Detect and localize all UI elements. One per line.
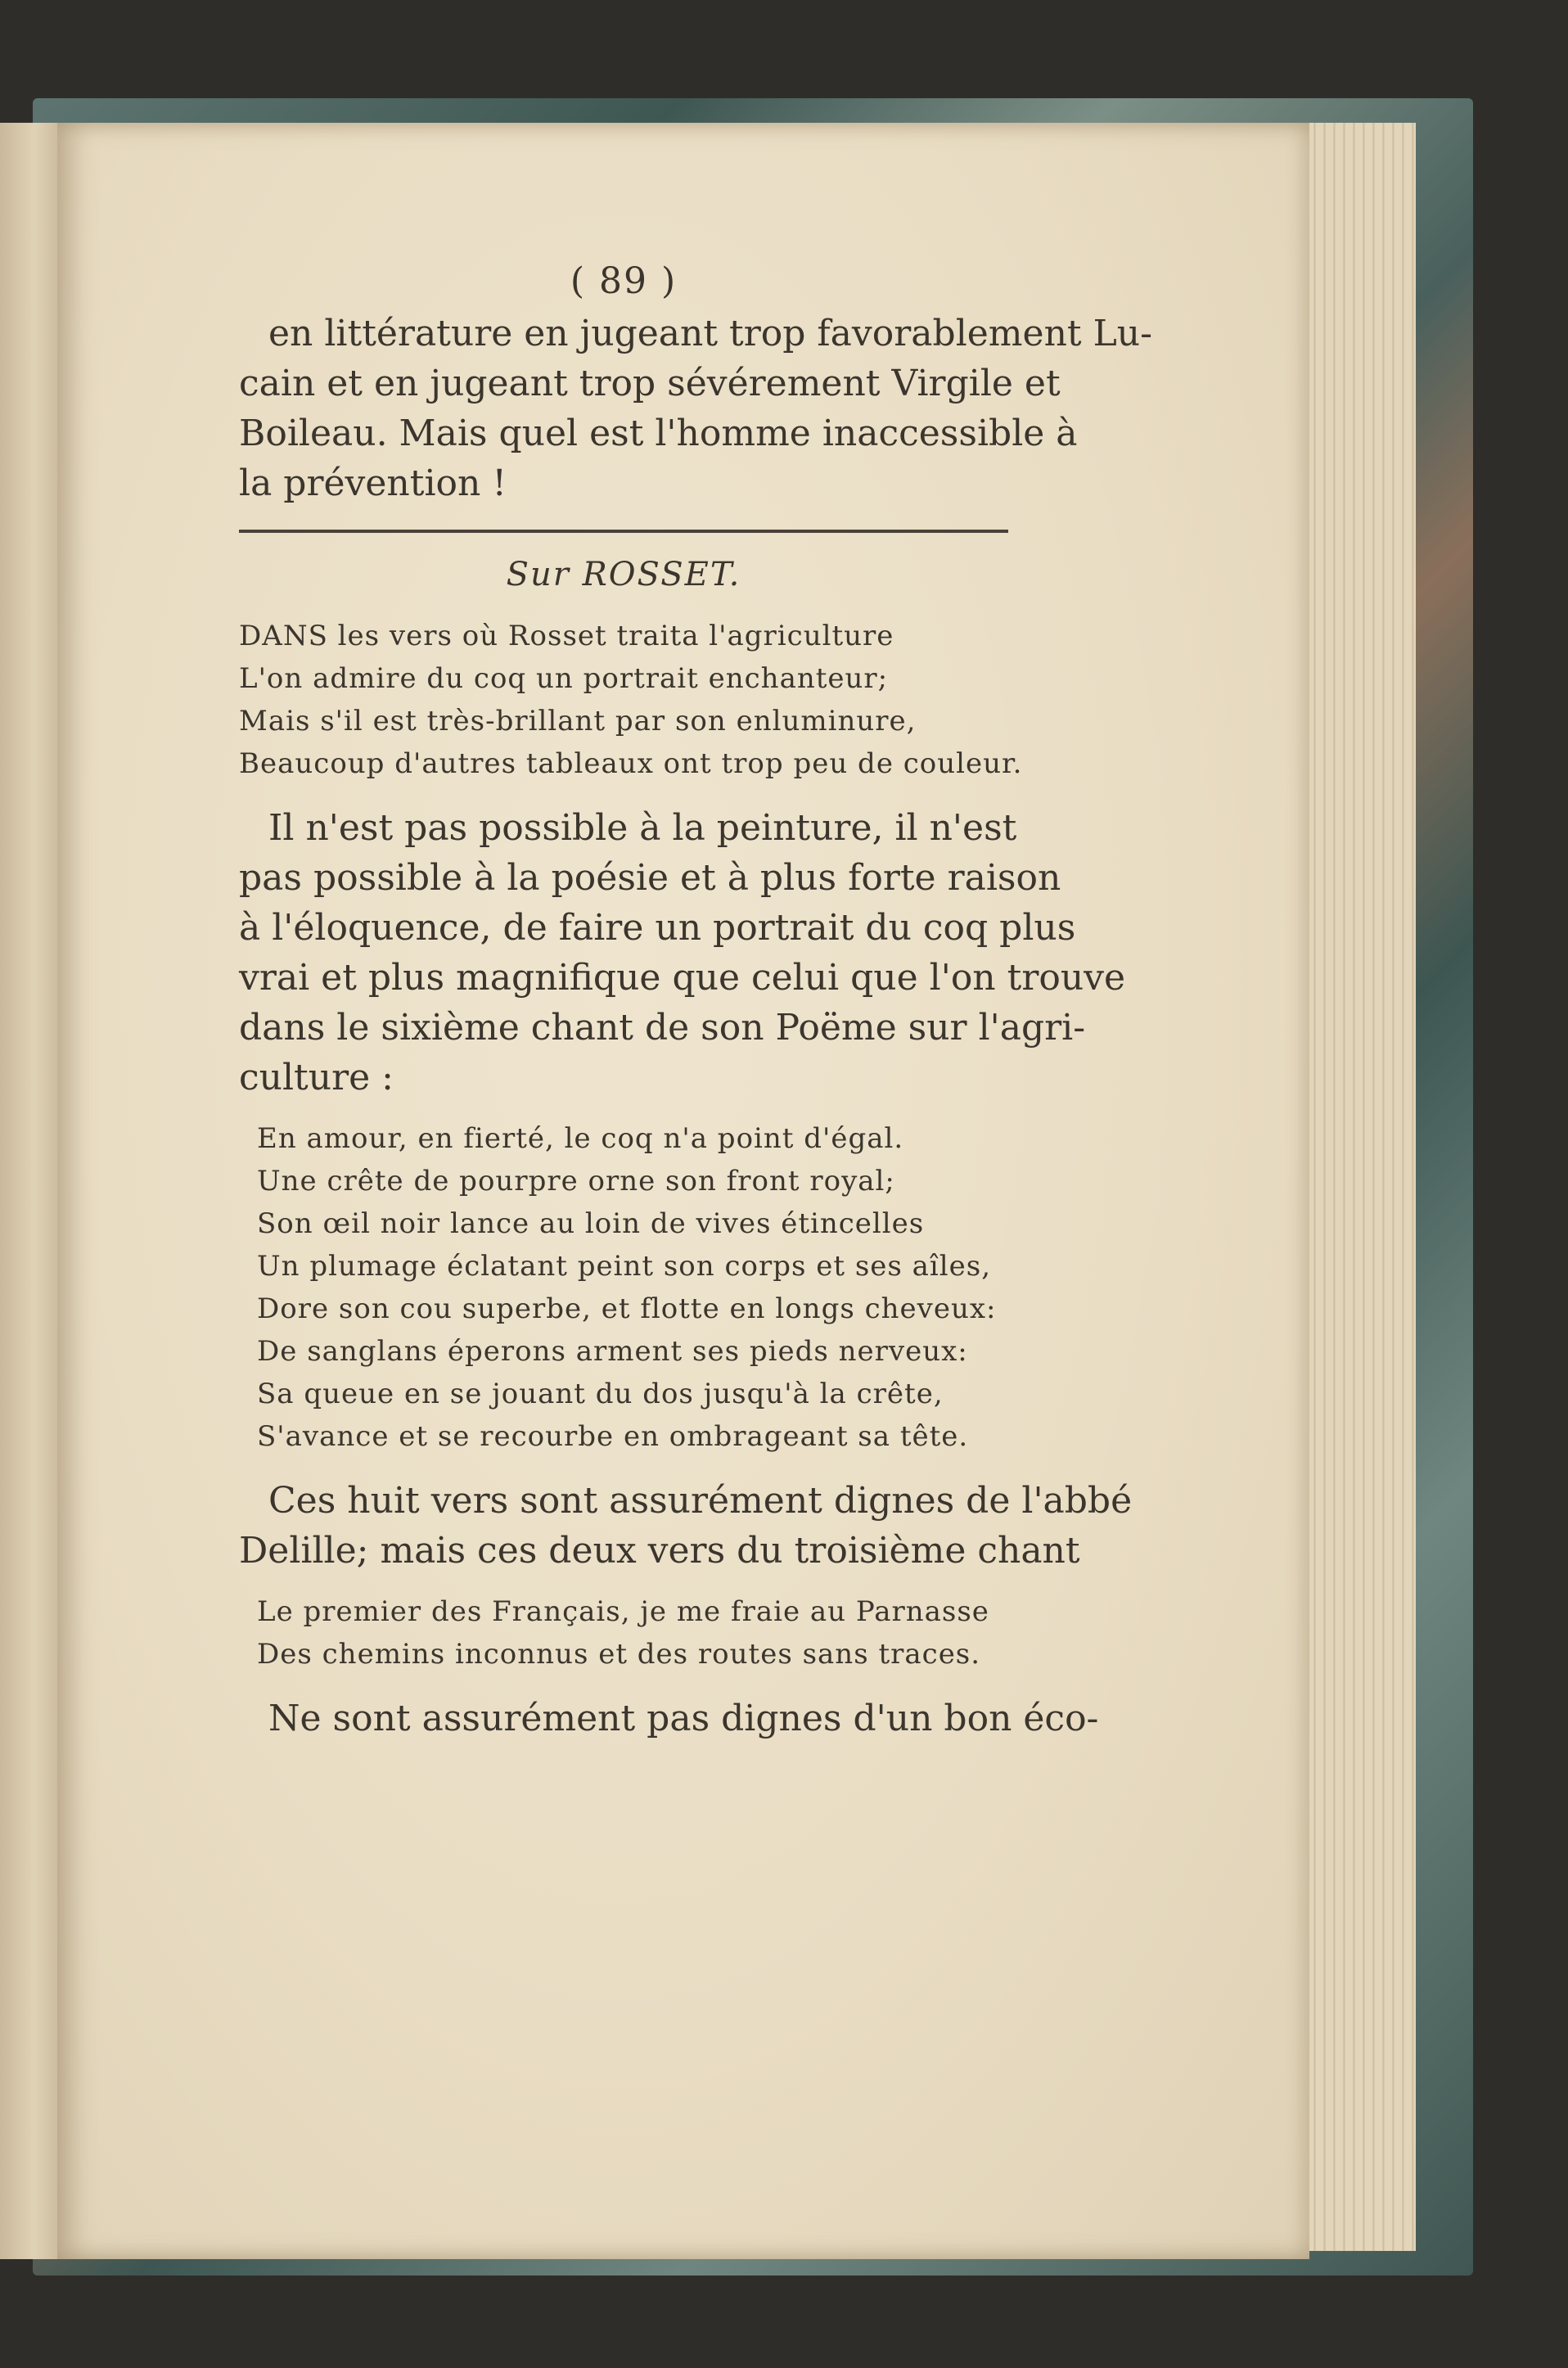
verse-line: Son œil noir lance au loin de vives étincelles [257, 1207, 925, 1240]
text-line: cain et en jugeant trop sévérement Virgile et [239, 363, 1061, 404]
text-line: Boileau. Mais quel est l'homme inaccessible à [239, 413, 1078, 454]
verse-line: Sa queue en se jouant du dos jusqu'à la crête, [257, 1378, 944, 1410]
text-line: à l'éloquence, de faire un portrait du coq plus [239, 907, 1076, 949]
verse-line: En amour, en fierté, le coq n'a point d'égal. [257, 1122, 904, 1155]
verse-line: Beaucoup d'autres tableaux ont trop peu de couleur. [239, 747, 1023, 780]
verse-line: Une crête de pourpre orne son front royal; [257, 1165, 895, 1198]
left-page-edge [0, 123, 57, 2259]
page-number: ( 89 ) [570, 260, 678, 302]
verse-line: Un plumage éclatant peint son corps et ses aîles, [257, 1250, 992, 1283]
text-line: la prévention ! [239, 462, 507, 504]
verse-line: L'on admire du coq un portrait enchanteur; [239, 662, 889, 695]
continuation-paragraph [239, 309, 1152, 508]
section-heading: Sur ROSSET. [506, 556, 741, 593]
text-line: Ces huit vers sont assurément dignes de l'abbé [268, 1480, 1133, 1522]
verse-line: De sanglans éperons arment ses pieds nerveux: [257, 1335, 968, 1368]
text-line: vrai et plus magnifique que celui que l'on trouve [239, 957, 1126, 999]
text-line: Delille; mais ces deux vers du troisième chant [239, 1530, 1080, 1572]
epigram [239, 615, 1023, 785]
text-line: Il n'est pas possible à la peinture, il n'est [268, 807, 1017, 849]
verse-line: Dore son cou superbe, et flotte en longs cheveux: [257, 1292, 997, 1325]
verse-line: S'avance et se recourbe en ombrageant sa tête. [257, 1420, 969, 1453]
paragraph [239, 803, 1126, 1103]
text-line: Ne sont assurément pas dignes d'un bon éco- [268, 1698, 1099, 1739]
couplet [239, 1590, 1008, 1676]
text-line: en littérature en jugeant trop favorablement Lu- [268, 313, 1152, 354]
text-line: dans le sixième chant de son Poëme sur l'agri- [239, 1007, 1086, 1049]
text-line: pas possible à la poésie et à plus forte raison [239, 857, 1061, 899]
page-text [239, 260, 1152, 1758]
paragraph [239, 1476, 1133, 1576]
quotation [239, 1117, 1008, 1458]
verse-line: Le premier des Français, je me fraie au Parnasse [257, 1595, 989, 1628]
paragraph [239, 1694, 1099, 1743]
text-line: culture : [239, 1057, 394, 1098]
verse-line: DANS les vers où Rosset traita l'agriculture [239, 620, 894, 652]
section-divider [239, 530, 1008, 533]
verse-line: Mais s'il est très-brillant par son enluminure, [239, 705, 917, 737]
verse-line: Des chemins inconnus et des routes sans traces. [257, 1638, 981, 1671]
